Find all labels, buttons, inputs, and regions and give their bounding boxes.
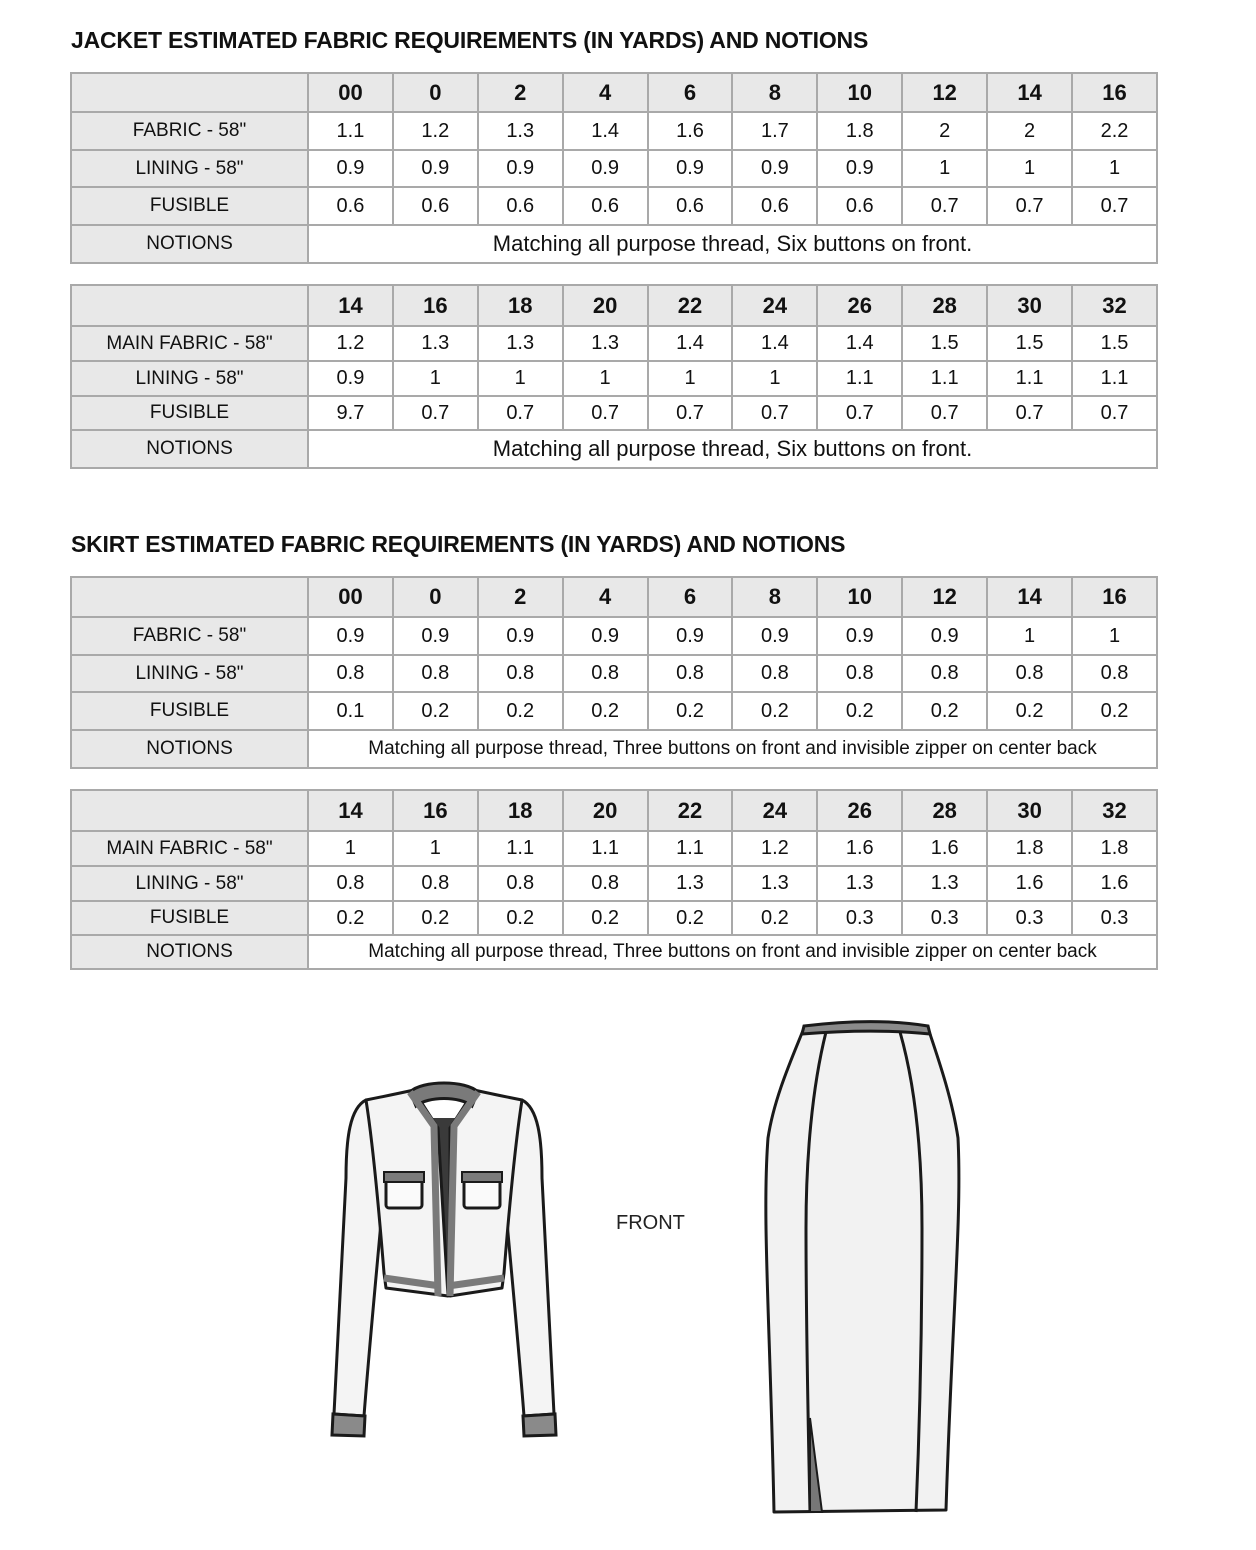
value-cell: 1.1 bbox=[563, 831, 648, 866]
size-header-row bbox=[71, 285, 1157, 326]
value-cell: 0.7 bbox=[478, 396, 563, 430]
value-cell: 0.6 bbox=[817, 187, 902, 225]
value-cell: 0.7 bbox=[393, 396, 478, 430]
size-cell: 14 bbox=[308, 790, 393, 831]
size-cell: 22 bbox=[648, 790, 733, 831]
row-label: FABRIC - 58" bbox=[71, 617, 308, 655]
value-cell: 2.2 bbox=[1072, 112, 1157, 150]
value-cell: 1 bbox=[563, 361, 648, 396]
value-cell: 1 bbox=[732, 361, 817, 396]
fabric-row bbox=[71, 112, 1157, 150]
size-cell: 16 bbox=[393, 285, 478, 326]
value-cell: 1 bbox=[648, 361, 733, 396]
value-cell: 0.6 bbox=[478, 187, 563, 225]
notions-text: Matching all purpose thread, Six buttons on front. bbox=[308, 225, 1157, 263]
fusible-row bbox=[71, 396, 1157, 430]
size-cell: 8 bbox=[732, 73, 817, 112]
size-header-row bbox=[71, 790, 1157, 831]
value-cell: 0.7 bbox=[902, 396, 987, 430]
value-cell: 0.2 bbox=[817, 692, 902, 730]
value-cell: 1.8 bbox=[1072, 831, 1157, 866]
value-cell: 0.9 bbox=[308, 617, 393, 655]
notions-row bbox=[71, 430, 1157, 468]
value-cell: 1 bbox=[393, 831, 478, 866]
value-cell: 0.3 bbox=[1072, 901, 1157, 935]
value-cell: 0.3 bbox=[987, 901, 1072, 935]
value-cell: 0.9 bbox=[732, 617, 817, 655]
notions-text: Matching all purpose thread, Three buttons on front and invisible zipper on center back bbox=[308, 730, 1157, 768]
corner-cell bbox=[71, 577, 308, 617]
size-header-row bbox=[71, 577, 1157, 617]
value-cell: 0.6 bbox=[648, 187, 733, 225]
row-label: NOTIONS bbox=[71, 730, 308, 768]
main-fabric-row bbox=[71, 326, 1157, 361]
value-cell: 0.2 bbox=[393, 692, 478, 730]
value-cell: 1.1 bbox=[1072, 361, 1157, 396]
lining-row bbox=[71, 150, 1157, 187]
jacket-table-2 bbox=[70, 284, 1158, 469]
fabric-row bbox=[71, 617, 1157, 655]
size-cell: 4 bbox=[563, 73, 648, 112]
value-cell: 1.3 bbox=[563, 326, 648, 361]
value-cell: 1 bbox=[393, 361, 478, 396]
value-cell: 1 bbox=[1072, 150, 1157, 187]
notions-row bbox=[71, 225, 1157, 263]
value-cell: 0.2 bbox=[648, 692, 733, 730]
value-cell: 0.2 bbox=[478, 692, 563, 730]
skirt-section-title: SKIRT ESTIMATED FABRIC REQUIREMENTS (IN YARDS) AND NOTIONS bbox=[71, 531, 846, 557]
value-cell: 1 bbox=[478, 361, 563, 396]
value-cell: 0.9 bbox=[393, 617, 478, 655]
size-cell: 00 bbox=[308, 73, 393, 112]
value-cell: 0.7 bbox=[1072, 396, 1157, 430]
value-cell: 0.9 bbox=[817, 617, 902, 655]
value-cell: 0.2 bbox=[308, 901, 393, 935]
value-cell: 1.3 bbox=[478, 112, 563, 150]
size-cell: 16 bbox=[1072, 577, 1157, 617]
lining-row bbox=[71, 361, 1157, 396]
size-cell: 4 bbox=[563, 577, 648, 617]
value-cell: 1.6 bbox=[817, 831, 902, 866]
value-cell: 1.1 bbox=[648, 831, 733, 866]
value-cell: 0.2 bbox=[902, 692, 987, 730]
value-cell: 0.3 bbox=[817, 901, 902, 935]
value-cell: 0.2 bbox=[732, 901, 817, 935]
value-cell: 1.3 bbox=[732, 866, 817, 901]
row-label: LINING - 58" bbox=[71, 361, 308, 396]
value-cell: 0.7 bbox=[987, 396, 1072, 430]
size-cell: 10 bbox=[817, 577, 902, 617]
value-cell: 0.2 bbox=[1072, 692, 1157, 730]
jacket-section-title: JACKET ESTIMATED FABRIC REQUIREMENTS (IN YARDS) AND NOTIONS bbox=[71, 27, 869, 53]
value-cell: 0.9 bbox=[648, 150, 733, 187]
lining-row bbox=[71, 866, 1157, 901]
value-cell: 1 bbox=[1072, 617, 1157, 655]
value-cell: 1 bbox=[308, 831, 393, 866]
row-label: NOTIONS bbox=[71, 225, 308, 263]
value-cell: 0.8 bbox=[478, 655, 563, 692]
jacket-table-1 bbox=[70, 72, 1158, 264]
row-label: FUSIBLE bbox=[71, 901, 308, 935]
fusible-row bbox=[71, 901, 1157, 935]
size-cell: 16 bbox=[1072, 73, 1157, 112]
value-cell: 0.7 bbox=[563, 396, 648, 430]
size-cell: 14 bbox=[987, 73, 1072, 112]
skirt-table-2 bbox=[70, 789, 1158, 970]
value-cell: 0.9 bbox=[732, 150, 817, 187]
value-cell: 1.4 bbox=[648, 326, 733, 361]
value-cell: 0.2 bbox=[478, 901, 563, 935]
size-cell: 0 bbox=[393, 73, 478, 112]
value-cell: 1 bbox=[987, 617, 1072, 655]
value-cell: 0.8 bbox=[902, 655, 987, 692]
value-cell: 0.2 bbox=[732, 692, 817, 730]
size-cell: 20 bbox=[563, 285, 648, 326]
size-header-row bbox=[71, 73, 1157, 112]
value-cell: 0.8 bbox=[308, 655, 393, 692]
value-cell: 0.2 bbox=[563, 901, 648, 935]
value-cell: 0.6 bbox=[393, 187, 478, 225]
value-cell: 0.9 bbox=[478, 617, 563, 655]
row-label: MAIN FABRIC - 58" bbox=[71, 831, 308, 866]
value-cell: 1 bbox=[987, 150, 1072, 187]
row-label: LINING - 58" bbox=[71, 150, 308, 187]
value-cell: 0.1 bbox=[308, 692, 393, 730]
value-cell: 0.9 bbox=[817, 150, 902, 187]
value-cell: 0.3 bbox=[902, 901, 987, 935]
lining-row bbox=[71, 655, 1157, 692]
value-cell: 0.2 bbox=[987, 692, 1072, 730]
row-label: LINING - 58" bbox=[71, 655, 308, 692]
size-cell: 14 bbox=[308, 285, 393, 326]
skirt-table-1 bbox=[70, 576, 1158, 769]
value-cell: 0.8 bbox=[478, 866, 563, 901]
value-cell: 1.6 bbox=[648, 112, 733, 150]
size-cell: 2 bbox=[478, 73, 563, 112]
value-cell: 0.6 bbox=[308, 187, 393, 225]
size-cell: 26 bbox=[817, 790, 902, 831]
size-cell: 26 bbox=[817, 285, 902, 326]
value-cell: 0.8 bbox=[987, 655, 1072, 692]
value-cell: 1.1 bbox=[478, 831, 563, 866]
value-cell: 1.6 bbox=[902, 831, 987, 866]
value-cell: 0.9 bbox=[393, 150, 478, 187]
value-cell: 0.8 bbox=[393, 866, 478, 901]
size-cell: 6 bbox=[648, 73, 733, 112]
size-cell: 6 bbox=[648, 577, 733, 617]
size-cell: 8 bbox=[732, 577, 817, 617]
corner-cell bbox=[71, 285, 308, 326]
size-cell: 10 bbox=[817, 73, 902, 112]
value-cell: 1.7 bbox=[732, 112, 817, 150]
size-cell: 32 bbox=[1072, 790, 1157, 831]
value-cell: 1.2 bbox=[393, 112, 478, 150]
value-cell: 1.4 bbox=[732, 326, 817, 361]
jacket-front-icon bbox=[326, 1078, 562, 1443]
value-cell: 0.8 bbox=[1072, 655, 1157, 692]
value-cell: 1.4 bbox=[817, 326, 902, 361]
corner-cell bbox=[71, 73, 308, 112]
value-cell: 1 bbox=[902, 150, 987, 187]
value-cell: 2 bbox=[902, 112, 987, 150]
value-cell: 1.5 bbox=[987, 326, 1072, 361]
value-cell: 1.3 bbox=[478, 326, 563, 361]
size-cell: 24 bbox=[732, 285, 817, 326]
size-cell: 12 bbox=[902, 73, 987, 112]
value-cell: 2 bbox=[987, 112, 1072, 150]
size-cell: 0 bbox=[393, 577, 478, 617]
value-cell: 0.9 bbox=[563, 617, 648, 655]
size-cell: 12 bbox=[902, 577, 987, 617]
row-label: FUSIBLE bbox=[71, 396, 308, 430]
value-cell: 1.8 bbox=[817, 112, 902, 150]
value-cell: 0.2 bbox=[563, 692, 648, 730]
value-cell: 0.6 bbox=[732, 187, 817, 225]
value-cell: 9.7 bbox=[308, 396, 393, 430]
size-cell: 20 bbox=[563, 790, 648, 831]
value-cell: 1.1 bbox=[987, 361, 1072, 396]
notions-row bbox=[71, 730, 1157, 768]
corner-cell bbox=[71, 790, 308, 831]
size-cell: 00 bbox=[308, 577, 393, 617]
size-cell: 24 bbox=[732, 790, 817, 831]
value-cell: 0.8 bbox=[563, 655, 648, 692]
value-cell: 1.8 bbox=[987, 831, 1072, 866]
value-cell: 1.3 bbox=[817, 866, 902, 901]
value-cell: 0.8 bbox=[732, 655, 817, 692]
value-cell: 1.4 bbox=[563, 112, 648, 150]
size-cell: 22 bbox=[648, 285, 733, 326]
value-cell: 0.7 bbox=[648, 396, 733, 430]
value-cell: 1.6 bbox=[987, 866, 1072, 901]
value-cell: 0.8 bbox=[308, 866, 393, 901]
size-cell: 18 bbox=[478, 790, 563, 831]
value-cell: 0.9 bbox=[563, 150, 648, 187]
value-cell: 0.8 bbox=[817, 655, 902, 692]
value-cell: 1.6 bbox=[1072, 866, 1157, 901]
row-label: FABRIC - 58" bbox=[71, 112, 308, 150]
value-cell: 1.5 bbox=[1072, 326, 1157, 361]
value-cell: 0.7 bbox=[987, 187, 1072, 225]
size-cell: 2 bbox=[478, 577, 563, 617]
value-cell: 0.9 bbox=[308, 361, 393, 396]
value-cell: 1.2 bbox=[308, 326, 393, 361]
value-cell: 1.1 bbox=[902, 361, 987, 396]
value-cell: 1.3 bbox=[902, 866, 987, 901]
row-label: LINING - 58" bbox=[71, 866, 308, 901]
value-cell: 0.7 bbox=[1072, 187, 1157, 225]
size-cell: 14 bbox=[987, 577, 1072, 617]
value-cell: 0.8 bbox=[648, 655, 733, 692]
size-cell: 16 bbox=[393, 790, 478, 831]
skirt-front-icon bbox=[762, 1018, 966, 1518]
value-cell: 1.3 bbox=[648, 866, 733, 901]
value-cell: 0.9 bbox=[478, 150, 563, 187]
value-cell: 1.1 bbox=[817, 361, 902, 396]
front-label: FRONT bbox=[616, 1212, 685, 1234]
size-cell: 18 bbox=[478, 285, 563, 326]
row-label: NOTIONS bbox=[71, 430, 308, 468]
size-cell: 30 bbox=[987, 790, 1072, 831]
notions-text: Matching all purpose thread, Six buttons on front. bbox=[308, 430, 1157, 468]
value-cell: 0.7 bbox=[732, 396, 817, 430]
notions-row bbox=[71, 935, 1157, 969]
row-label: FUSIBLE bbox=[71, 692, 308, 730]
fusible-row bbox=[71, 187, 1157, 225]
value-cell: 0.7 bbox=[817, 396, 902, 430]
value-cell: 0.9 bbox=[902, 617, 987, 655]
row-label: NOTIONS bbox=[71, 935, 308, 969]
row-label: MAIN FABRIC - 58" bbox=[71, 326, 308, 361]
size-cell: 30 bbox=[987, 285, 1072, 326]
size-cell: 28 bbox=[902, 790, 987, 831]
value-cell: 1.3 bbox=[393, 326, 478, 361]
value-cell: 0.7 bbox=[902, 187, 987, 225]
value-cell: 0.9 bbox=[308, 150, 393, 187]
fusible-row bbox=[71, 692, 1157, 730]
value-cell: 1.2 bbox=[732, 831, 817, 866]
value-cell: 0.2 bbox=[393, 901, 478, 935]
value-cell: 1.5 bbox=[902, 326, 987, 361]
value-cell: 0.2 bbox=[648, 901, 733, 935]
value-cell: 0.8 bbox=[393, 655, 478, 692]
size-cell: 28 bbox=[902, 285, 987, 326]
value-cell: 0.6 bbox=[563, 187, 648, 225]
size-cell: 32 bbox=[1072, 285, 1157, 326]
value-cell: 0.8 bbox=[563, 866, 648, 901]
main-fabric-row bbox=[71, 831, 1157, 866]
row-label: FUSIBLE bbox=[71, 187, 308, 225]
value-cell: 1.1 bbox=[308, 112, 393, 150]
value-cell: 0.9 bbox=[648, 617, 733, 655]
notions-text: Matching all purpose thread, Three buttons on front and invisible zipper on center back bbox=[308, 935, 1157, 969]
